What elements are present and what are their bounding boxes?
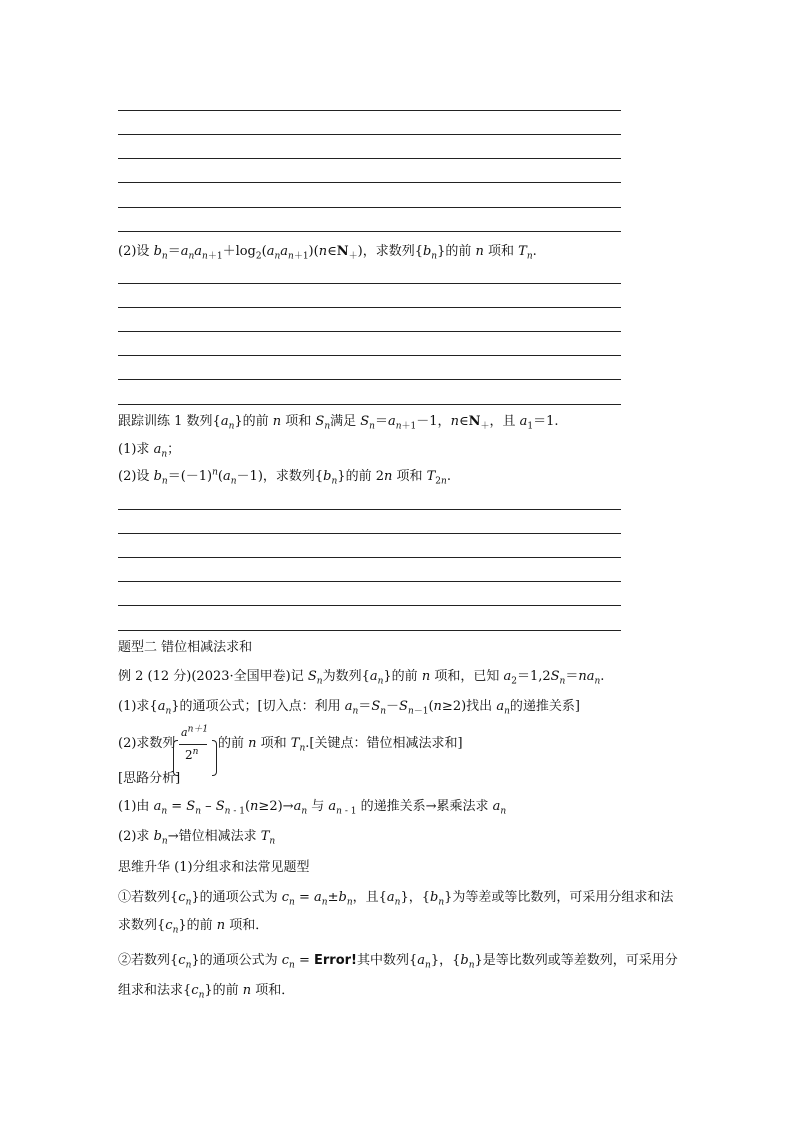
analysis-step-1: (1)由 $a_n = S_n - S_{n - 1}(n\ge 2)\to a_n$ 与 $a_{n - 1}$ 的递推关系→累乘法求 $a_n$ bbox=[118, 799, 507, 817]
analysis-step-2: (2)求 $b_n\to$错位相减法求 $T_n$ bbox=[118, 829, 276, 847]
answer-line bbox=[118, 331, 621, 332]
track-part-1: (1)求 $a_n$； bbox=[118, 442, 181, 460]
analysis-label: [思路分析] bbox=[118, 771, 181, 786]
right-brace bbox=[212, 740, 217, 776]
fraction-sequence bbox=[173, 726, 217, 774]
answer-line bbox=[118, 533, 621, 534]
example-2-part-1: (1)求$\{a_n\}$的通项公式；[切入点：利用 $a_n=S_n-S_{n-1}(n\ge 2)$找出 $a_n$的递推关系] bbox=[118, 699, 580, 717]
track-part-2: (2)设 $b_n=(-1)^n(a_n-1)$，求数列$\{b_n\}$的前 2n 项和 $T_{2n}$. bbox=[118, 467, 451, 487]
answer-line bbox=[118, 379, 621, 380]
example-2-part-2: (2)求数列 bbox=[118, 736, 176, 751]
answer-line bbox=[118, 630, 621, 631]
answer-line bbox=[118, 134, 621, 135]
answer-line bbox=[118, 283, 621, 284]
answer-line bbox=[118, 605, 621, 606]
fraction-denominator: 2$^n$ bbox=[185, 747, 199, 762]
summary-item-2: ②若数列$\{c_n\}$的通项公式为 $c_n$ = Error!其中数列$\{a_n\}$，$\{b_n\}$是等比数列或等差数列，可采用分 bbox=[118, 953, 678, 971]
example-2-part-2-cont: 的前 n 项和 $T_n$.[关键点：错位相减法求和] bbox=[218, 736, 463, 754]
answer-line bbox=[118, 557, 621, 558]
answer-line bbox=[118, 404, 621, 405]
summary-item-1-cont: 求数列$\{c_n\}$的前 n 项和． bbox=[118, 918, 269, 936]
answer-line bbox=[118, 355, 621, 356]
answer-line bbox=[118, 307, 621, 308]
fraction-bar bbox=[179, 744, 207, 745]
answer-line bbox=[118, 207, 621, 208]
fraction-numerator: $a^{n+1}$ bbox=[181, 724, 209, 739]
summary-item-2-cont: 组求和法求$\{c_n\}$的前 n 项和． bbox=[118, 983, 295, 1001]
answer-line bbox=[118, 509, 621, 510]
example-2-stem: 例 2 (12 分)(2023·全国甲卷)记 $S_n$为数列$\{a_n\}$的前 n 项和，已知 $a_2=1,2S_n=na_n$. bbox=[118, 669, 605, 687]
answer-line bbox=[118, 110, 621, 111]
answer-line bbox=[118, 231, 621, 232]
summary-item-1: ①若数列$\{c_n\}$的通项公式为 $c_n = a_n\pm b_n$，且$\{a_n\}$，$\{b_n\}$为等差或等比数列，可采用分组求和法 bbox=[118, 890, 674, 908]
summary-title: 思维升华 (1)分组求和法常见题型 bbox=[118, 860, 310, 875]
answer-line bbox=[118, 182, 621, 183]
question-2: (2)设 $b_n=a_na_{n+1}+\log_2(a_na_{n+1})(n\in N_+)$，求数列$\{b_n\}$的前 n 项和 $T_n$. bbox=[118, 244, 537, 262]
track-exercise-intro: 跟踪训练 1 数列$\{a_n\}$的前 n 项和 $S_n$满足 $S_n=a_{n+1}-1$，$n\in N_+$，且 $a_1=1$. bbox=[118, 414, 559, 432]
answer-line bbox=[118, 581, 621, 582]
section-heading: 题型二 错位相减法求和 bbox=[118, 640, 253, 655]
answer-line bbox=[118, 158, 621, 159]
